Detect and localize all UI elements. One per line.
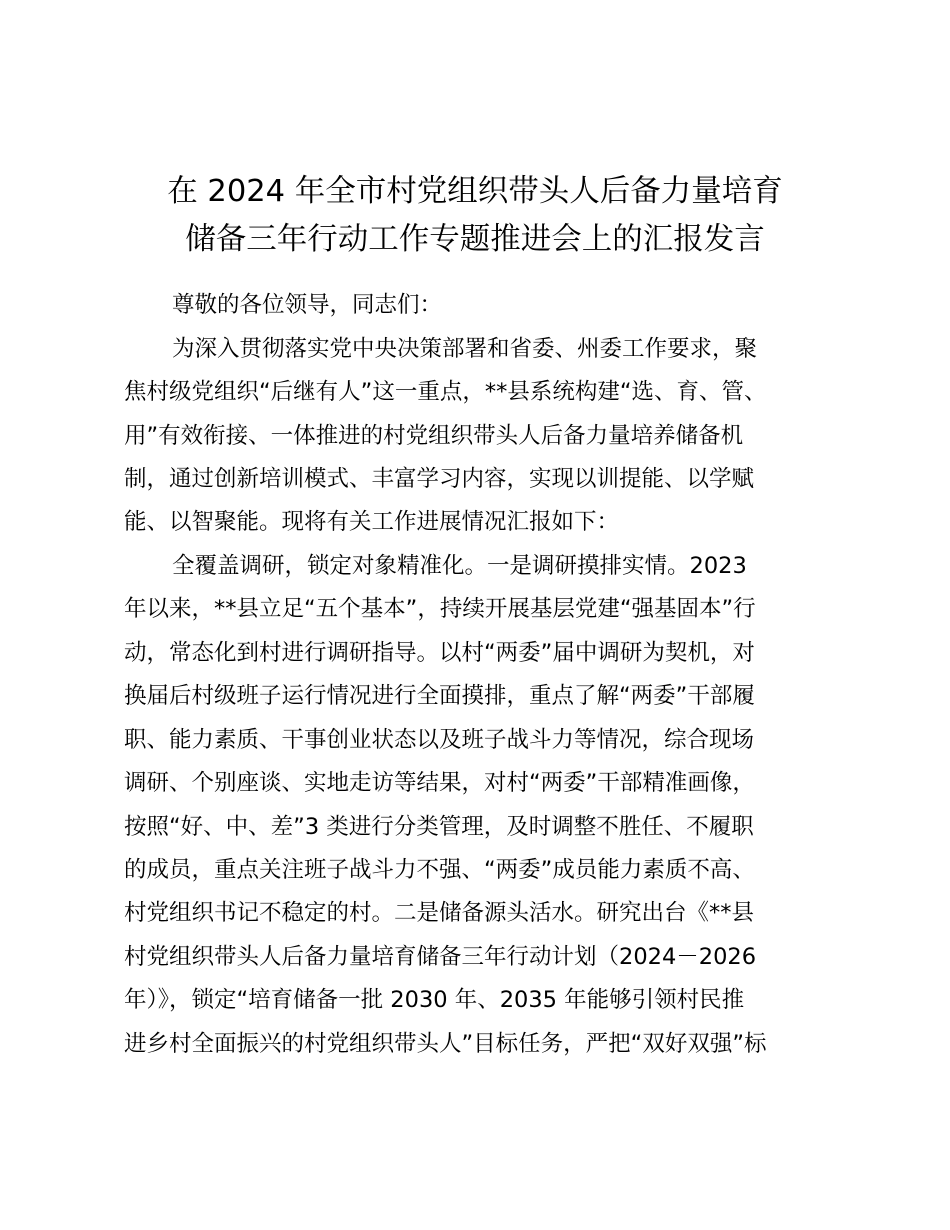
paragraph-2-line-6: 调研、个别座谈、实地走访等结果，对村“两委”干部精准画像， xyxy=(124,770,755,796)
paragraph-1-line-3: 用”有效衔接、一体推进的村党组织带头人后备力量培养储备机 xyxy=(124,423,744,449)
paragraph-2-line-12: 进乡村全面振兴的村党组织带头人”目标任务，严把“双好双强”标 xyxy=(124,1031,767,1057)
paragraph-1-line-4: 制，通过创新培训模式、丰富学习内容，实现以训提能、以学赋 xyxy=(124,466,755,492)
paragraph-2-line-8: 的成员，重点关注班子战斗力不强、“两委”成员能力素质不高、 xyxy=(124,857,755,883)
paragraph-2-line-7: 按照“好、中、差”3 类进行分类管理，及时调整不胜任、不履职 xyxy=(124,814,754,840)
paragraph-2-line-11: 年）》，锁定“培育储备一批 2030 年、2035 年能够引领村民推 xyxy=(124,987,745,1013)
paragraph-2-line-9: 村党组织书记不稳定的村。二是储备源头活水。研究出台《**县 xyxy=(124,900,755,926)
paragraph-2-line-10: 村党组织带头人后备力量培育储备三年行动计划（2024－2026 xyxy=(124,944,757,970)
document-title-line-2: 储备三年行动工作专题推进会上的汇报发言 xyxy=(185,222,765,257)
document-title-line-1: 在 2024 年全市村党组织带头人后备力量培育 xyxy=(167,174,783,209)
paragraph-1-line-1: 为深入贯彻落实党中央决策部署和省委、州委工作要求，聚 xyxy=(172,336,758,362)
paragraph-2-line-3: 动，常态化到村进行调研指导。以村“两委”届中调研为契机，对 xyxy=(124,640,755,666)
paragraph-2-line-1: 全覆盖调研，锁定对象精准化。一是调研摸排实情。2023 xyxy=(172,553,747,579)
paragraph-2-line-2: 年以来，**县立足“五个基本”，持续开展基层党建“强基固本”行 xyxy=(124,596,756,622)
paragraph-1-line-2: 焦村级党组织“后继有人”这一重点，**县系统构建“选、育、管、 xyxy=(124,379,767,405)
paragraph-2-line-4: 换届后村级班子运行情况进行全面摸排，重点了解“两委”干部履 xyxy=(124,683,755,709)
paragraph-1-line-5: 能、以智聚能。现将有关工作进展情况汇报如下： xyxy=(124,509,620,535)
paragraph-2-line-5: 职、能力素质、干事创业状态以及班子战斗力等情况，综合现场 xyxy=(124,727,755,753)
salutation: 尊敬的各位领导，同志们： xyxy=(172,292,443,318)
